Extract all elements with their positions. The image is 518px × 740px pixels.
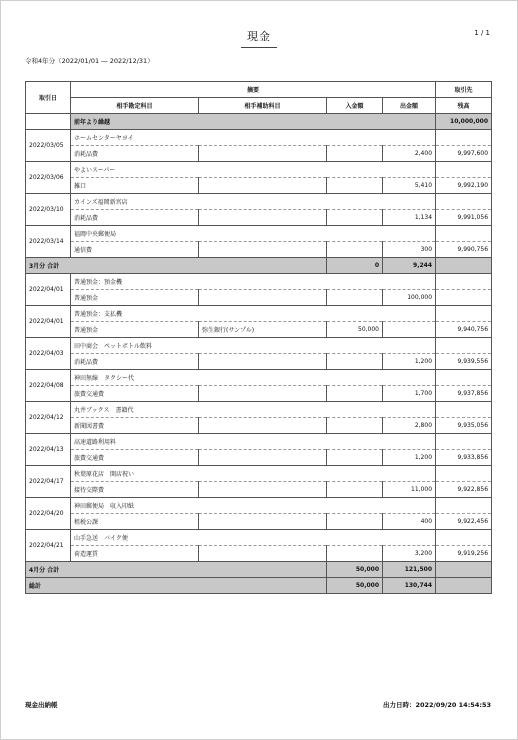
entry-partner (436, 226, 492, 242)
entry-balance: 9,997,600 (436, 146, 492, 162)
header-balance: 残高 (436, 98, 492, 114)
entry-description: 丸井ブックス 書籍代 (71, 402, 436, 418)
entry-account: 新聞図書費 (71, 418, 199, 434)
subtotal-withdrawal: 130,744 (383, 578, 436, 594)
entry-description: 普通預金：預金機 (71, 274, 436, 290)
header-summary: 摘要 (71, 82, 436, 98)
entry-description: カインズ福岡新宮店 (71, 194, 436, 210)
entry-withdrawal: 400 (383, 514, 436, 530)
entry-withdrawal: 1,134 (383, 210, 436, 226)
entry-partner (436, 498, 492, 514)
entry-account: 荷造運賃 (71, 546, 199, 562)
entry-sub-account: 弥生銀行(サンプル) (199, 322, 327, 338)
entry-detail-row (26, 514, 492, 530)
entry-deposit: 50,000 (327, 322, 383, 338)
entry-balance: 9,919,256 (436, 546, 492, 562)
header-row-2 (26, 98, 492, 114)
entry-detail-row (26, 418, 492, 434)
entry-withdrawal: 5,410 (383, 178, 436, 194)
entry-account: 消耗品費 (71, 210, 199, 226)
entry-partner (436, 434, 492, 450)
entry-partner (436, 194, 492, 210)
entry-row (26, 466, 492, 482)
entry-balance: 9,990,756 (436, 242, 492, 258)
entry-account: 租税公課 (71, 514, 199, 530)
subtotal-withdrawal: 121,500 (383, 562, 436, 578)
entry-row (26, 370, 492, 386)
footer-ledger-name: 現金出納帳 (25, 701, 58, 709)
page-number: 1 / 1 (474, 29, 490, 37)
entry-partner (436, 466, 492, 482)
opening-balance-row (26, 114, 492, 130)
entry-withdrawal: 2,800 (383, 418, 436, 434)
entry-balance: 9,991,056 (436, 210, 492, 226)
ledger-body (26, 114, 492, 594)
entry-sub-account (199, 482, 327, 498)
entry-deposit (327, 178, 383, 194)
opening-balance: 10,000,000 (436, 114, 492, 130)
subtotal-withdrawal: 9,244 (383, 258, 436, 274)
entry-sub-account (199, 210, 327, 226)
entry-row (26, 130, 492, 146)
subtotal-empty (436, 562, 492, 578)
entry-deposit (327, 146, 383, 162)
entry-date: 2022/04/01 (26, 306, 71, 338)
entry-account: 消耗品費 (71, 354, 199, 370)
header-row-1 (26, 82, 492, 98)
header-withdrawal: 出金額 (383, 98, 436, 114)
entry-description: 神田郵便局 収入印紙 (71, 498, 436, 514)
entry-deposit (327, 290, 383, 306)
entry-account: 接待交際費 (71, 482, 199, 498)
entry-date: 2022/03/10 (26, 194, 71, 226)
entry-balance (436, 290, 492, 306)
entry-sub-account (199, 386, 327, 402)
entry-account: 普通預金 (71, 290, 199, 306)
entry-deposit (327, 354, 383, 370)
entry-withdrawal: 300 (383, 242, 436, 258)
entry-partner (436, 530, 492, 546)
entry-detail-row (26, 146, 492, 162)
entry-row (26, 530, 492, 546)
entry-deposit (327, 242, 383, 258)
entry-withdrawal: 100,000 (383, 290, 436, 306)
entry-row (26, 402, 492, 418)
entry-withdrawal: 3,200 (383, 546, 436, 562)
entry-balance: 9,922,856 (436, 482, 492, 498)
entry-account: 旅費交通費 (71, 386, 199, 402)
entry-detail-row (26, 386, 492, 402)
entry-withdrawal: 1,700 (383, 386, 436, 402)
entry-sub-account (199, 546, 327, 562)
document-title: 現金 (0, 28, 518, 48)
entry-description: やよいスーパー (71, 162, 436, 178)
entry-date: 2022/04/08 (26, 370, 71, 402)
subtotal-empty (436, 578, 492, 594)
entry-detail-row (26, 242, 492, 258)
entry-withdrawal: 1,200 (383, 450, 436, 466)
entry-partner (436, 402, 492, 418)
entry-account: 通信費 (71, 242, 199, 258)
entry-deposit (327, 450, 383, 466)
entry-balance: 9,992,190 (436, 178, 492, 194)
entry-row (26, 338, 492, 354)
entry-detail-row (26, 322, 492, 338)
entry-detail-row (26, 482, 492, 498)
subtotal-row (26, 562, 492, 578)
entry-account: 普通預金 (71, 322, 199, 338)
subtotal-row (26, 258, 492, 274)
entry-detail-row (26, 546, 492, 562)
entry-account: 旅費交通費 (71, 450, 199, 466)
entry-row (26, 274, 492, 290)
entry-balance: 9,933,856 (436, 450, 492, 466)
header-partner: 取引先 (436, 82, 492, 98)
entry-row (26, 434, 492, 450)
entry-balance: 9,937,856 (436, 386, 492, 402)
entry-partner (436, 274, 492, 290)
entry-date: 2022/04/17 (26, 466, 71, 498)
entry-sub-account (199, 514, 327, 530)
entry-date: 2022/04/20 (26, 498, 71, 530)
subtotal-empty (436, 258, 492, 274)
entry-detail-row (26, 354, 492, 370)
entry-sub-account (199, 178, 327, 194)
entry-sub-account (199, 450, 327, 466)
footer-output-datetime: 出力日時：2022/09/20 14:54:53 (382, 701, 491, 709)
header-deposit: 入金額 (327, 98, 383, 114)
entry-sub-account (199, 354, 327, 370)
entry-description: 高速道路利用料 (71, 434, 436, 450)
entry-partner (436, 162, 492, 178)
entry-balance: 9,935,056 (436, 418, 492, 434)
cash-ledger-table (25, 81, 492, 594)
entry-date: 2022/03/14 (26, 226, 71, 258)
entry-sub-account (199, 146, 327, 162)
entry-date: 2022/04/13 (26, 434, 71, 466)
entry-deposit (327, 386, 383, 402)
subtotal-label: 3月分 合計 (26, 258, 327, 274)
entry-partner (436, 370, 492, 386)
entry-description: 福岡中央郵便局 (71, 226, 436, 242)
entry-detail-row (26, 210, 492, 226)
subtotal-label: 4月分 合計 (26, 562, 327, 578)
header-counter-sub: 相手補助科目 (199, 98, 327, 114)
entry-sub-account (199, 290, 327, 306)
subtotal-label: 総計 (26, 578, 327, 594)
entry-detail-row (26, 450, 492, 466)
entry-partner (436, 130, 492, 146)
entry-description: 秋葉原花店 開店祝い (71, 466, 436, 482)
header-date: 取引日 (26, 82, 71, 114)
subtotal-row (26, 578, 492, 594)
entry-description: 山手急送 バイク便 (71, 530, 436, 546)
entry-date: 2022/03/05 (26, 130, 71, 162)
entry-account: 雑口 (71, 178, 199, 194)
opening-label: 前年より繰越 (71, 114, 436, 130)
entry-sub-account (199, 418, 327, 434)
entry-date: 2022/04/21 (26, 530, 71, 562)
period-label: 令和4年分（2022/01/01 ― 2022/12/31） (25, 57, 154, 65)
subtotal-deposit: 50,000 (327, 578, 383, 594)
entry-row (26, 194, 492, 210)
subtotal-deposit: 50,000 (327, 562, 383, 578)
entry-row (26, 226, 492, 242)
entry-detail-row (26, 178, 492, 194)
entry-description: 田中商会 ペットボトル飲料 (71, 338, 436, 354)
entry-description: ホームセンターヤヨイ (71, 130, 436, 146)
entry-balance: 9,922,456 (436, 514, 492, 530)
entry-description: 普通預金：支払機 (71, 306, 436, 322)
subtotal-deposit: 0 (327, 258, 383, 274)
entry-deposit (327, 482, 383, 498)
entry-date: 2022/03/06 (26, 162, 71, 194)
entry-account: 消耗品費 (71, 146, 199, 162)
entry-deposit (327, 514, 383, 530)
entry-withdrawal (383, 322, 436, 338)
entry-withdrawal: 11,000 (383, 482, 436, 498)
entry-date: 2022/04/01 (26, 274, 71, 306)
entry-date: 2022/04/03 (26, 338, 71, 370)
entry-withdrawal: 1,200 (383, 354, 436, 370)
entry-withdrawal: 2,400 (383, 146, 436, 162)
entry-balance: 9,940,756 (436, 322, 492, 338)
entry-deposit (327, 546, 383, 562)
entry-sub-account (199, 242, 327, 258)
entry-row (26, 498, 492, 514)
entry-description: 神田無線 タクシー代 (71, 370, 436, 386)
entry-row (26, 306, 492, 322)
entry-date: 2022/04/12 (26, 402, 71, 434)
entry-deposit (327, 418, 383, 434)
entry-partner (436, 306, 492, 322)
entry-balance: 9,939,556 (436, 354, 492, 370)
entry-partner (436, 338, 492, 354)
header-counter-account: 相手勘定科目 (71, 98, 199, 114)
entry-deposit (327, 210, 383, 226)
entry-detail-row (26, 290, 492, 306)
entry-row (26, 162, 492, 178)
